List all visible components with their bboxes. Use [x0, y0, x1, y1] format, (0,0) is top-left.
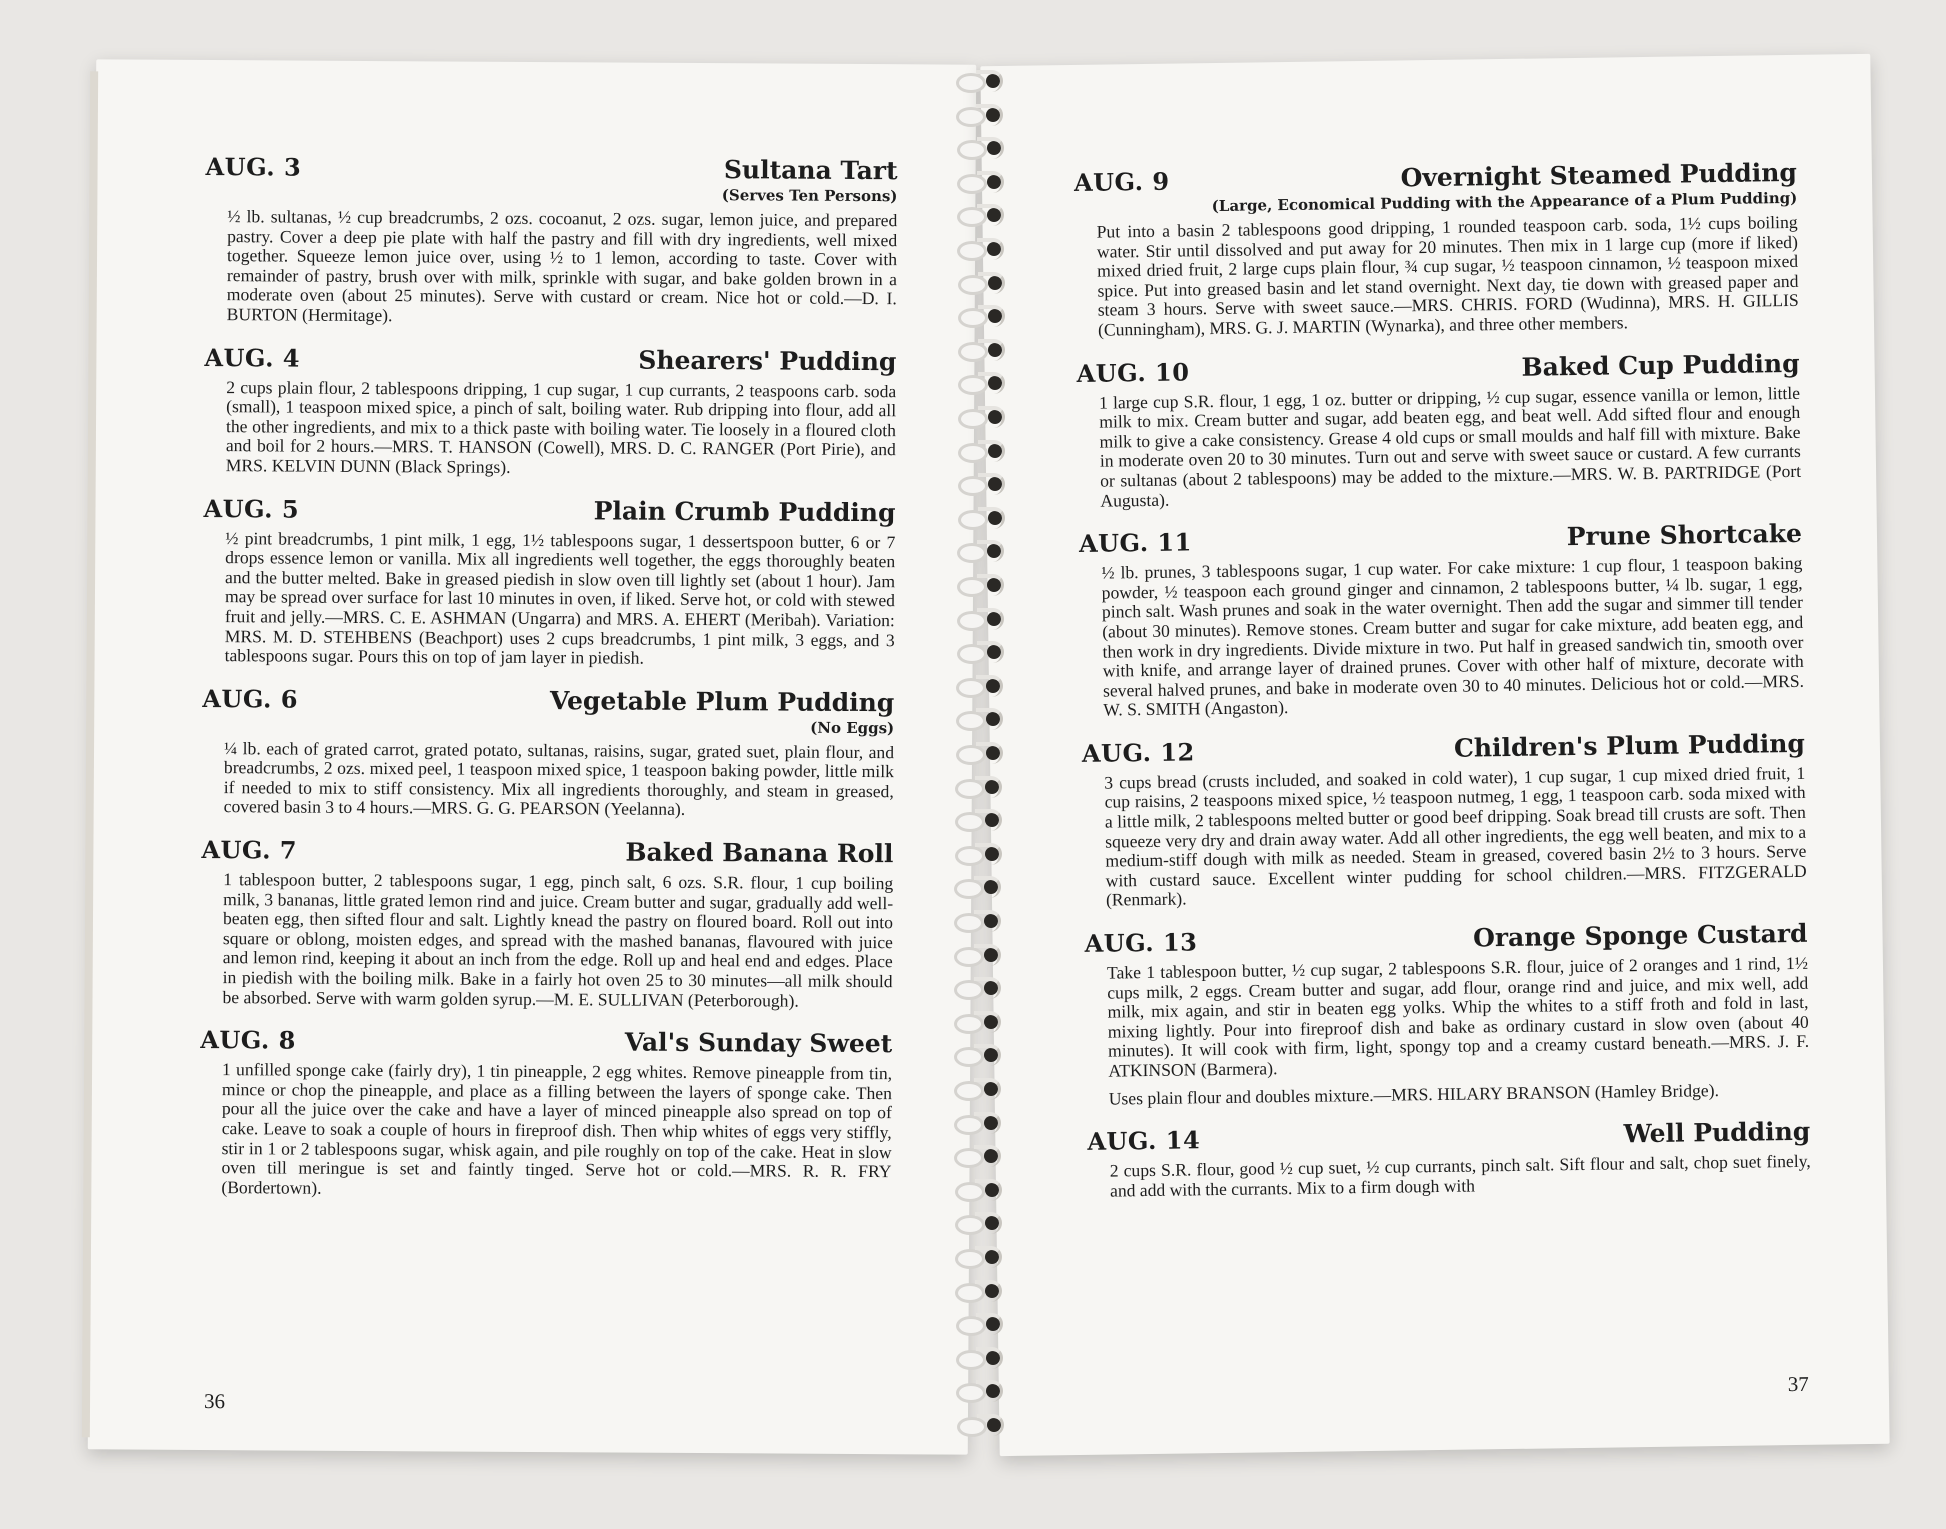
recipe-subtitle: (Large, Economical Pudding with the Appearance of a Plum Pudding): [1211, 188, 1798, 216]
recipe-body: 3 cups bread (crusts included, and soaked in cold water), 1 cup sugar, 1 cup mixed dried fruit, 1 cup raisins, 2 teaspoons mixed spice, ½ teaspoon nutmeg, 1 egg, 1 teaspoon carb. soda mixed with a little milk, 2 tablespoons melted butter or good beef dripping. Soak bread till crusts are soft. Then squeeze very dry and drain away water. Add all other ingredients, the egg well beaten, and mix to a medium-stiff dough with milk as needed. Steam in greased, covered basin 2½ to 3 hours. Serve with custard sauce. Excellent winter pudding for school children.—MRS. FITZGERALD (Renmark).: [1104, 762, 1807, 911]
recipe-aug-9: [1074, 158, 1799, 341]
recipe-aug-8: [199, 1025, 892, 1201]
recipe-subtitle: (No Eggs): [810, 718, 895, 737]
spiral-coil: [954, 910, 1008, 932]
recipe-title: Val's Sunday Sweet: [624, 1027, 893, 1059]
spiral-coil: [958, 507, 1012, 529]
spiral-coil: [957, 641, 1011, 663]
recipe-body: Take 1 tablespoon butter, ½ cup sugar, 2 tablespoons S.R. flour, juice of 2 oranges and 1 rind, 1½ cups milk, 2 eggs. Cream butter and sugar, add flour, orange rind and juice, and mix well, add milk, mix again, and stir in beaten egg yolks. Whip the whites to a stiff froth and fold in last, mixing lightly. Pour into fireproof dish and bake as ordinary custard in slow oven (about 40 minutes). It will cook with firm, light, spongy top and a creamy custard beneath.—MRS. J. F. ATKINSON (Barmera).: [1106, 952, 1810, 1081]
recipe-aug-14: [1087, 1117, 1811, 1201]
spiral-coil: [957, 238, 1011, 260]
recipe-title: Prune Shortcake: [1566, 518, 1803, 552]
recipe-date: AUG. 13: [1084, 927, 1198, 958]
recipe-date: AUG. 12: [1081, 737, 1195, 768]
recipe-title: Sultana Tart: [723, 155, 898, 186]
spiral-coil: [954, 1011, 1008, 1033]
spiral-coil: [957, 540, 1011, 562]
recipe-aug-7: [200, 835, 893, 1011]
recipe-aug-10: [1076, 348, 1801, 511]
recipe-body: ½ lb. sultanas, ½ cup breadcrumbs, 2 ozs. cocoanut, 2 ozs. sugar, lemon juice, and prepared pastry. Cover a deep pie plate with half the pastry and fill with dry ingredients, well mixed together. Squeeze lemon juice over, using ½ to 1 lemon, according to taste. Cover with remainder of pastry, brush over with milk, sprinkle with sugar, and bake golden brown in a moderate oven (about 25 minutes). Serve with custard or cream. Nice hot or cold.—D. I. BURTON (Hermitage).: [226, 206, 898, 326]
spiral-coil: [954, 977, 1008, 999]
recipe-body: 1 unfilled sponge cake (fairly dry), 1 tin pineapple, 2 egg whites. Remove pineapple from tin, mince or chop the pineapple, and place as a filling between the layers of sponge cake. Then pour all the juice over the cake and have a layer of minced pineapple also spread on top of cake. Leave to soak a couple of hours in fireproof dish. Then whip whites of eggs very stiffly, stir in 1 or 2 tablespoons sugar, whisk again, and pile roughly on top of the cake. Heat in slow oven till meringue is set and faintly tinged. Serve hot or cold.—MRS. R. R. FRY (Bordertown).: [221, 1059, 893, 1198]
recipe-date: AUG. 8: [200, 1025, 296, 1055]
recipe-body: ½ lb. prunes, 3 tablespoons sugar, 1 cup water. For cake mixture: 1 cup flour, 1 teaspoon baking powder, ½ teaspoon each ground ginger and cinnamon, 2 tablespoons butter, ¼ lb. sugar, 1 egg, pinch salt. Wash prunes and soak in the water overnight. Then add the sugar and simmer till tender (about 30 minutes). Remove stones. Cream butter and sugar for cake mixture, add beaten egg, and then work in dry ingredients. Divide mixture in two. Put half in greased sandwich tin, smooth over with knife, and arrange layer of drained prunes. Cover with other half of mixture, decorate with several halved prunes, and bake in moderate oven 30 to 40 minutes. Delicious hot or cold.—MRS. W. S. SMITH (Angaston).: [1101, 552, 1805, 720]
spiral-coil: [956, 104, 1010, 126]
page-number: 37: [1787, 1371, 1809, 1397]
spiral-coil: [954, 1145, 1008, 1167]
spiral-binding: [950, 62, 1020, 1462]
right-page: [980, 54, 1889, 1456]
recipe-aug-13: [1084, 919, 1809, 1109]
spiral-coil: [958, 305, 1012, 327]
spiral-coil: [958, 372, 1012, 394]
recipe-title: Plain Crumb Pudding: [593, 495, 896, 527]
recipe-title: Baked Cup Pudding: [1521, 348, 1800, 382]
left-page: [88, 59, 976, 1454]
recipe-date: AUG. 10: [1076, 356, 1190, 388]
recipe-date: AUG. 3: [205, 151, 302, 182]
spiral-coil: [955, 1280, 1009, 1302]
spiral-coil: [957, 1414, 1011, 1436]
recipe-date: AUG. 11: [1078, 527, 1193, 559]
spiral-coil: [955, 809, 1009, 831]
spiral-coil: [957, 204, 1011, 226]
recipe-aug-5: [203, 494, 896, 670]
spiral-coil: [957, 608, 1011, 630]
recipe-variation-note: Uses plain flour and doubles mixture.—MRS. HILARY BRANSON (Hamley Bridge).: [1108, 1079, 1720, 1109]
page-number: 36: [203, 1389, 226, 1414]
left-page-content: [88, 59, 976, 1454]
spiral-coil: [958, 339, 1012, 361]
spiral-coil: [955, 1246, 1009, 1268]
recipe-title: Baked Banana Roll: [625, 837, 894, 869]
spiral-coil: [957, 137, 1011, 159]
spiral-coil: [957, 574, 1011, 596]
spiral-coil: [958, 272, 1012, 294]
recipe-date: AUG. 4: [204, 342, 301, 373]
recipe-title: Children's Plum Pudding: [1453, 728, 1806, 763]
spiral-coil: [954, 944, 1008, 966]
recipe-body: ¼ lb. each of grated carrot, grated potato, sultanas, raisins, sugar, grated suet, plain flour, and breadcrumbs, 2 ozs. mixed peel, 1 teaspoon mixed spice, 1 teaspoon baking powder, little milk if needed to mix to stiff consistency. Mix all ingredients thoroughly, and steam in greased, covered basin 3 to 4 hours.—MRS. G. G. PEARSON (Yeelanna).: [223, 737, 895, 820]
recipe-title: Orange Sponge Custard: [1472, 918, 1808, 953]
spiral-coil: [958, 440, 1012, 462]
recipe-date: AUG. 5: [203, 493, 300, 524]
spiral-coil: [956, 1313, 1010, 1335]
spiral-coil: [956, 742, 1010, 764]
recipe-subtitle: (Serves Ten Persons): [721, 186, 898, 206]
recipe-body: 1 large cup S.R. flour, 1 egg, 1 oz. butter or dripping, ½ cup sugar, essence vanilla or lemon, little milk to mix. Cream butter and sugar, add beaten egg, and beat well. Add sifted flour and enough milk to give a cake consistency. Grease 4 old cups or small moulds and half fill with mixture. Bake in moderate oven 20 to 30 minutes. Turn out and serve with sweet sauce or custard. A few currants or sultanas (about 2 tablespoons) may be added to the mixture.—MRS. W. B. PARTRIDGE (Port Augusta).: [1098, 382, 1802, 511]
spiral-coil: [954, 1078, 1008, 1100]
spiral-coil: [956, 70, 1010, 92]
recipe-date: AUG. 6: [202, 683, 299, 714]
spiral-coil: [955, 1179, 1009, 1201]
recipe-body: 2 cups plain flour, 2 tablespoons dripping, 1 cup sugar, 1 cup currants, 2 teaspoons carb. soda (small), 1 teaspoon mixed spice, a pinch of salt, boiling water. Rub dripping into flour, add all the other ingredients, and mix to a thick paste with boiling water. Tie loosely in a floured cloth and boil for 2 hours.—MRS. T. HANSON (Cowell), MRS. D. C. RANGER (Port Pirie), and MRS. KELVIN DUNN (Black Springs).: [225, 376, 897, 477]
recipe-date: AUG. 9: [1073, 166, 1170, 197]
recipe-title: Well Pudding: [1623, 1116, 1811, 1149]
recipe-aug-6: [202, 684, 895, 822]
recipe-title: Overnight Steamed Pudding: [1400, 157, 1798, 193]
spiral-coil: [958, 406, 1012, 428]
recipe-aug-4: [204, 343, 897, 480]
spiral-coil: [958, 473, 1012, 495]
recipe-title: Shearers' Pudding: [638, 345, 897, 376]
spiral-coil: [954, 1044, 1008, 1066]
recipe-body: ½ pint breadcrumbs, 1 pint milk, 1 egg, 1½ tablespoons sugar, 1 dessertspoon butter, 6 or 7 drops essence lemon or vanilla. Mix all ingredients well together, the eggs thoroughly beaten and the butter melted. Bake in greased piedish in slow oven till lightly set (about 1 hour). Jam may be spread over surface for last 10 minutes in oven, if liked. Serve hot, or cold with stewed fruit and jelly.—MRS. C. E. ASHMAN (Ungarra) and MRS. A. EHERT (Meribah). Variation: MRS. M. D. STEHBENS (Beachport) uses 2 cups breadcrumbs, 1 pint milk, 3 eggs, and 3 tablespoons sugar. Pours this on top of jam layer in piedish.: [224, 527, 896, 668]
recipe-aug-3: [205, 152, 898, 329]
spiral-coil: [955, 1212, 1009, 1234]
recipe-body: Put into a basin 2 tablespoons good dripping, 1 rounded teaspoon carb. soda, 1½ cups boiling water. Stir until dissolved and put away for 20 minutes. Then mix in 1 large cup (more if liked) mixed dried fruit, 2 large cups plain flour, ¾ cup sugar, ½ teaspoon cinnamon, ½ teaspoon mixed spice. Put into greased basin and let stand overnight. Next day, tie down with greased paper and steam 3 hours. Serve with sweet sauce.—MRS. CHRIS. FORD (Wudinna), MRS. H. GILLIS (Cunningham), MRS. G. J. MARTIN (Wynarka), and three other members.: [1096, 211, 1799, 340]
recipe-aug-12: [1082, 729, 1807, 911]
recipe-body: 2 cups S.R. flour, good ½ cup suet, ½ cup currants, pinch salt. Sift flour and salt, chop suet finely, and add with the currants. Mix to a firm dough with: [1109, 1150, 1811, 1201]
recipe-title: Vegetable Plum Pudding: [549, 685, 895, 717]
spiral-coil: [957, 171, 1011, 193]
recipe-date: AUG. 14: [1087, 1125, 1201, 1157]
spiral-coil: [955, 843, 1009, 865]
right-page-content: [980, 54, 1889, 1456]
spiral-coil: [956, 1347, 1010, 1369]
recipe-date: AUG. 7: [201, 835, 298, 865]
recipe-aug-11: [1079, 519, 1805, 721]
spiral-coil: [956, 675, 1010, 697]
spiral-coil: [954, 1112, 1008, 1134]
spiral-coil: [955, 776, 1009, 798]
recipe-body: 1 tablespoon butter, 2 tablespoons sugar, 1 egg, pinch salt, 6 ozs. S.R. flour, 1 cup boiling milk, 3 bananas, little grated lemon rind and juice. Cream butter and sugar, gradually add well-beaten egg, then sifted flour and salt. Lightly knead the pastry on floured board. Roll out into square or oblong, moisten edges, and spread with the mashed bananas, flavoured with juice and lemon rind, keeping it about an inch from the edge. Roll up and heal end and edges. Place in piedish with the boiling milk. Bake in a fairly hot oven 25 to 30 minutes—all milk should be absorbed. Serve with warm golden syrup.—M. E. SULLIVAN (Peterborough).: [222, 869, 894, 1011]
spiral-coil: [956, 1380, 1010, 1402]
spiral-coil: [954, 876, 1008, 898]
spiral-coil: [956, 708, 1010, 730]
